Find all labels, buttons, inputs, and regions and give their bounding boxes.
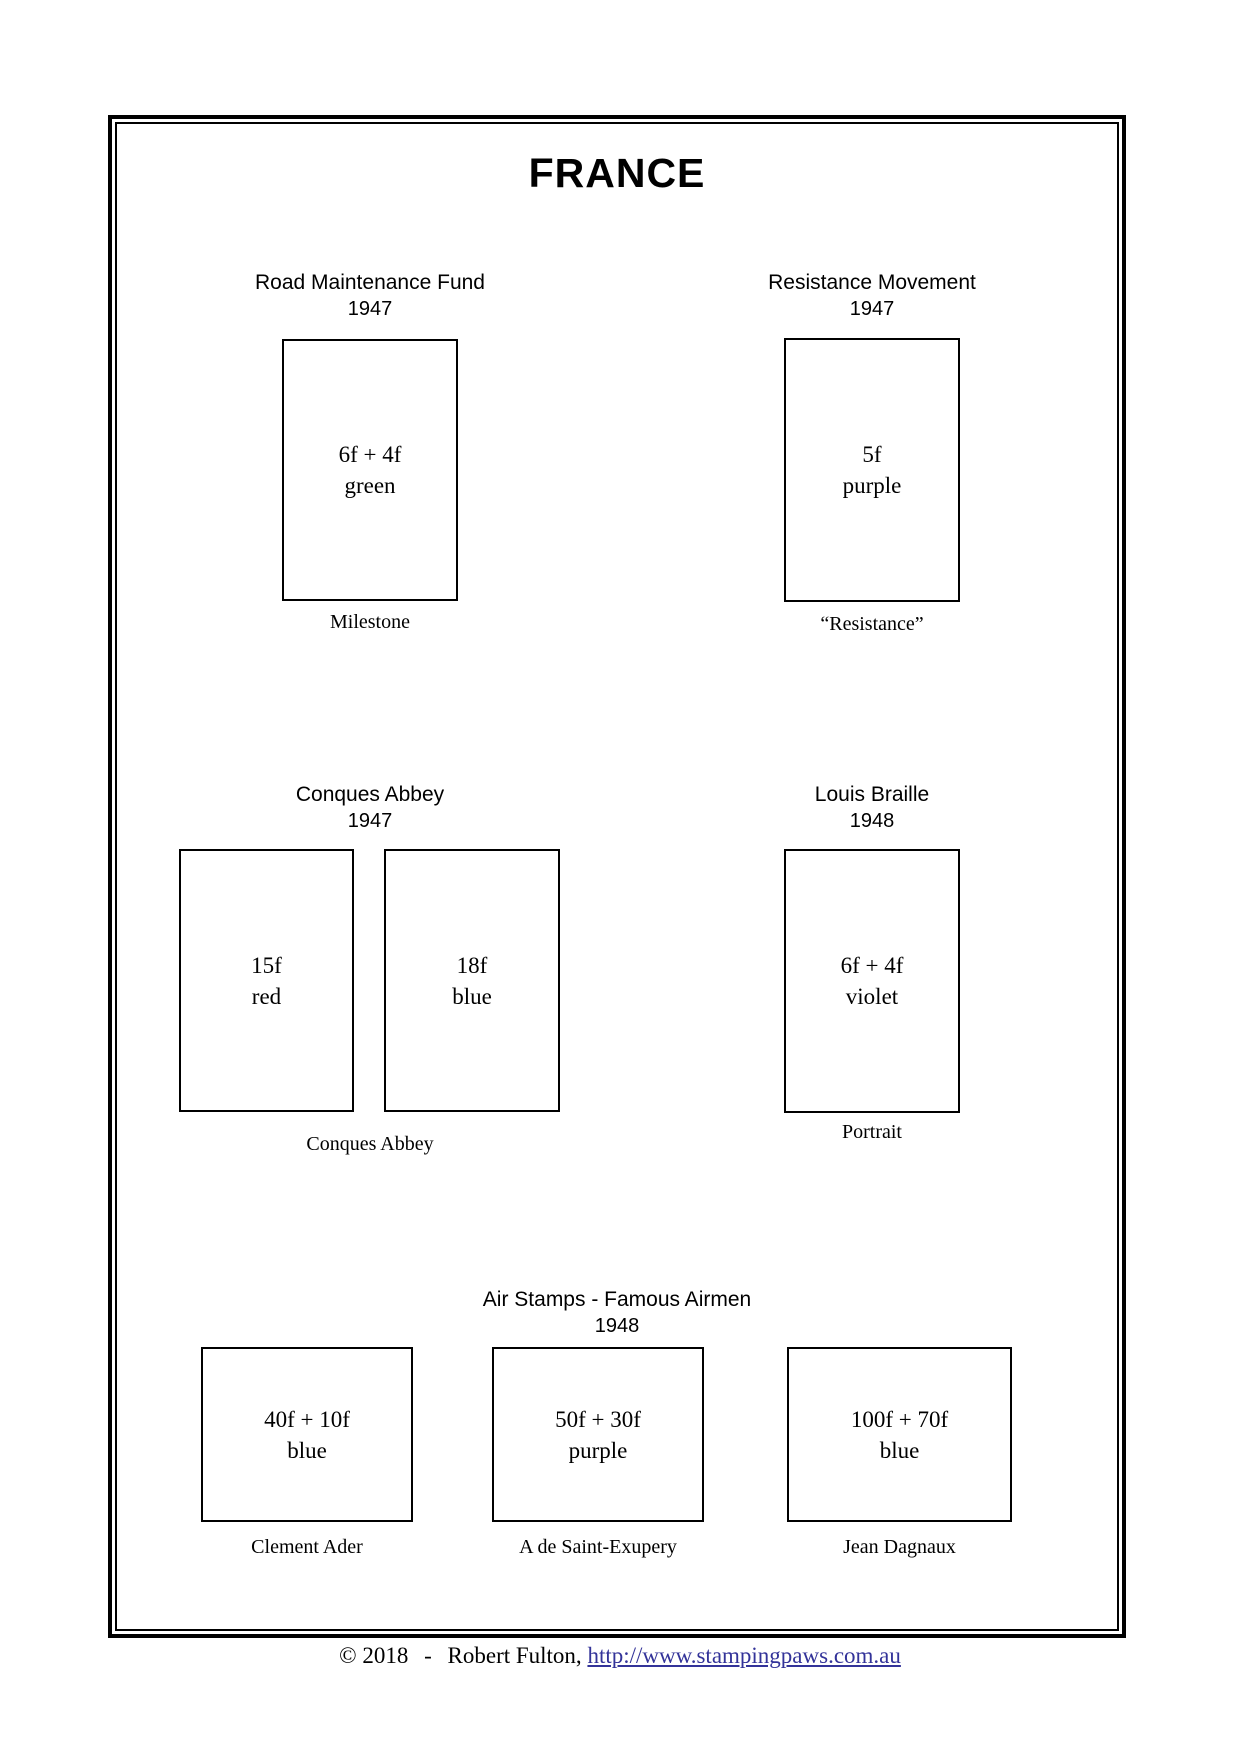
stamp-label (452, 950, 492, 1012)
stamp-color: green (344, 473, 396, 498)
stamp-box-conques-18f (384, 849, 560, 1112)
stamp-label (251, 950, 282, 1012)
stamp-label (555, 1404, 641, 1466)
section-title: Road Maintenance Fund (255, 271, 485, 294)
stamp-label (264, 1404, 350, 1466)
footer-separator: - (424, 1643, 432, 1668)
footer-author: Robert Fulton, (447, 1643, 582, 1668)
section-header-resistance-movement (702, 270, 1042, 322)
stamp-box-road-maintenance-fund (282, 339, 458, 601)
stamp-color: red (251, 983, 282, 1009)
section-year: 1947 (347, 298, 393, 320)
stamp-color: blue (879, 1437, 920, 1463)
stamp-value: 18f (456, 952, 488, 978)
footer-website-link[interactable]: http://www.stampingpaws.com.au (587, 1643, 901, 1668)
stamp-color: violet (845, 984, 899, 1009)
stamp-color: purple (568, 1437, 628, 1463)
section-year: 1948 (594, 1315, 640, 1337)
stamp-value: 5f (862, 442, 882, 467)
stamp-color: blue (452, 983, 492, 1009)
section-year: 1947 (347, 810, 393, 832)
stamp-label (841, 950, 904, 1012)
section-title: Resistance Movement (768, 271, 976, 294)
section-header-louis-braille (702, 782, 1042, 834)
stamp-caption-jean-dagnaux: Jean Dagnaux (843, 1536, 956, 1558)
stamp-label (843, 439, 902, 501)
stamp-caption-saint-exupery: A de Saint-Exupery (519, 1536, 677, 1558)
page-footer (0, 1643, 1240, 1669)
section-title: Conques Abbey (295, 783, 445, 806)
stamp-caption-resistance: “Resistance” (820, 613, 924, 635)
stamp-box-braille (784, 849, 960, 1113)
stamp-caption-milestone: Milestone (330, 611, 410, 633)
section-header-air-stamps (108, 1287, 1126, 1339)
copyright-text: © 2018 (339, 1643, 409, 1668)
section-header-road-maintenance-fund (200, 270, 540, 322)
stamp-value: 100f + 70f (850, 1406, 949, 1432)
stamp-box-clement-ader (201, 1347, 413, 1522)
page-title: FRANCE (528, 150, 706, 196)
stamp-value: 6f + 4f (840, 953, 904, 978)
stamp-box-conques-15f (179, 849, 354, 1112)
stamp-value: 50f + 30f (555, 1406, 641, 1432)
stamp-box-resistance (784, 338, 960, 602)
stamp-value: 15f (251, 952, 282, 978)
stamp-label (339, 439, 402, 501)
stamp-color: blue (287, 1437, 327, 1463)
stamp-caption-clement-ader: Clement Ader (251, 1536, 363, 1558)
stamp-box-saint-exupery (492, 1347, 704, 1522)
section-title: Air Stamps - Famous Airmen (482, 1288, 752, 1311)
section-title: Louis Braille (814, 783, 930, 806)
stamp-box-jean-dagnaux (787, 1347, 1012, 1522)
stamp-caption-portrait: Portrait (842, 1121, 902, 1143)
stamp-color: purple (842, 473, 902, 498)
stamp-value: 40f + 10f (264, 1406, 350, 1432)
section-year: 1948 (849, 810, 895, 832)
stamp-value: 6f + 4f (338, 442, 402, 467)
section-header-conques-abbey (200, 782, 540, 834)
section-year: 1947 (849, 298, 895, 320)
stamp-label (851, 1404, 948, 1466)
stamp-caption-conques-abbey: Conques Abbey (306, 1133, 434, 1155)
